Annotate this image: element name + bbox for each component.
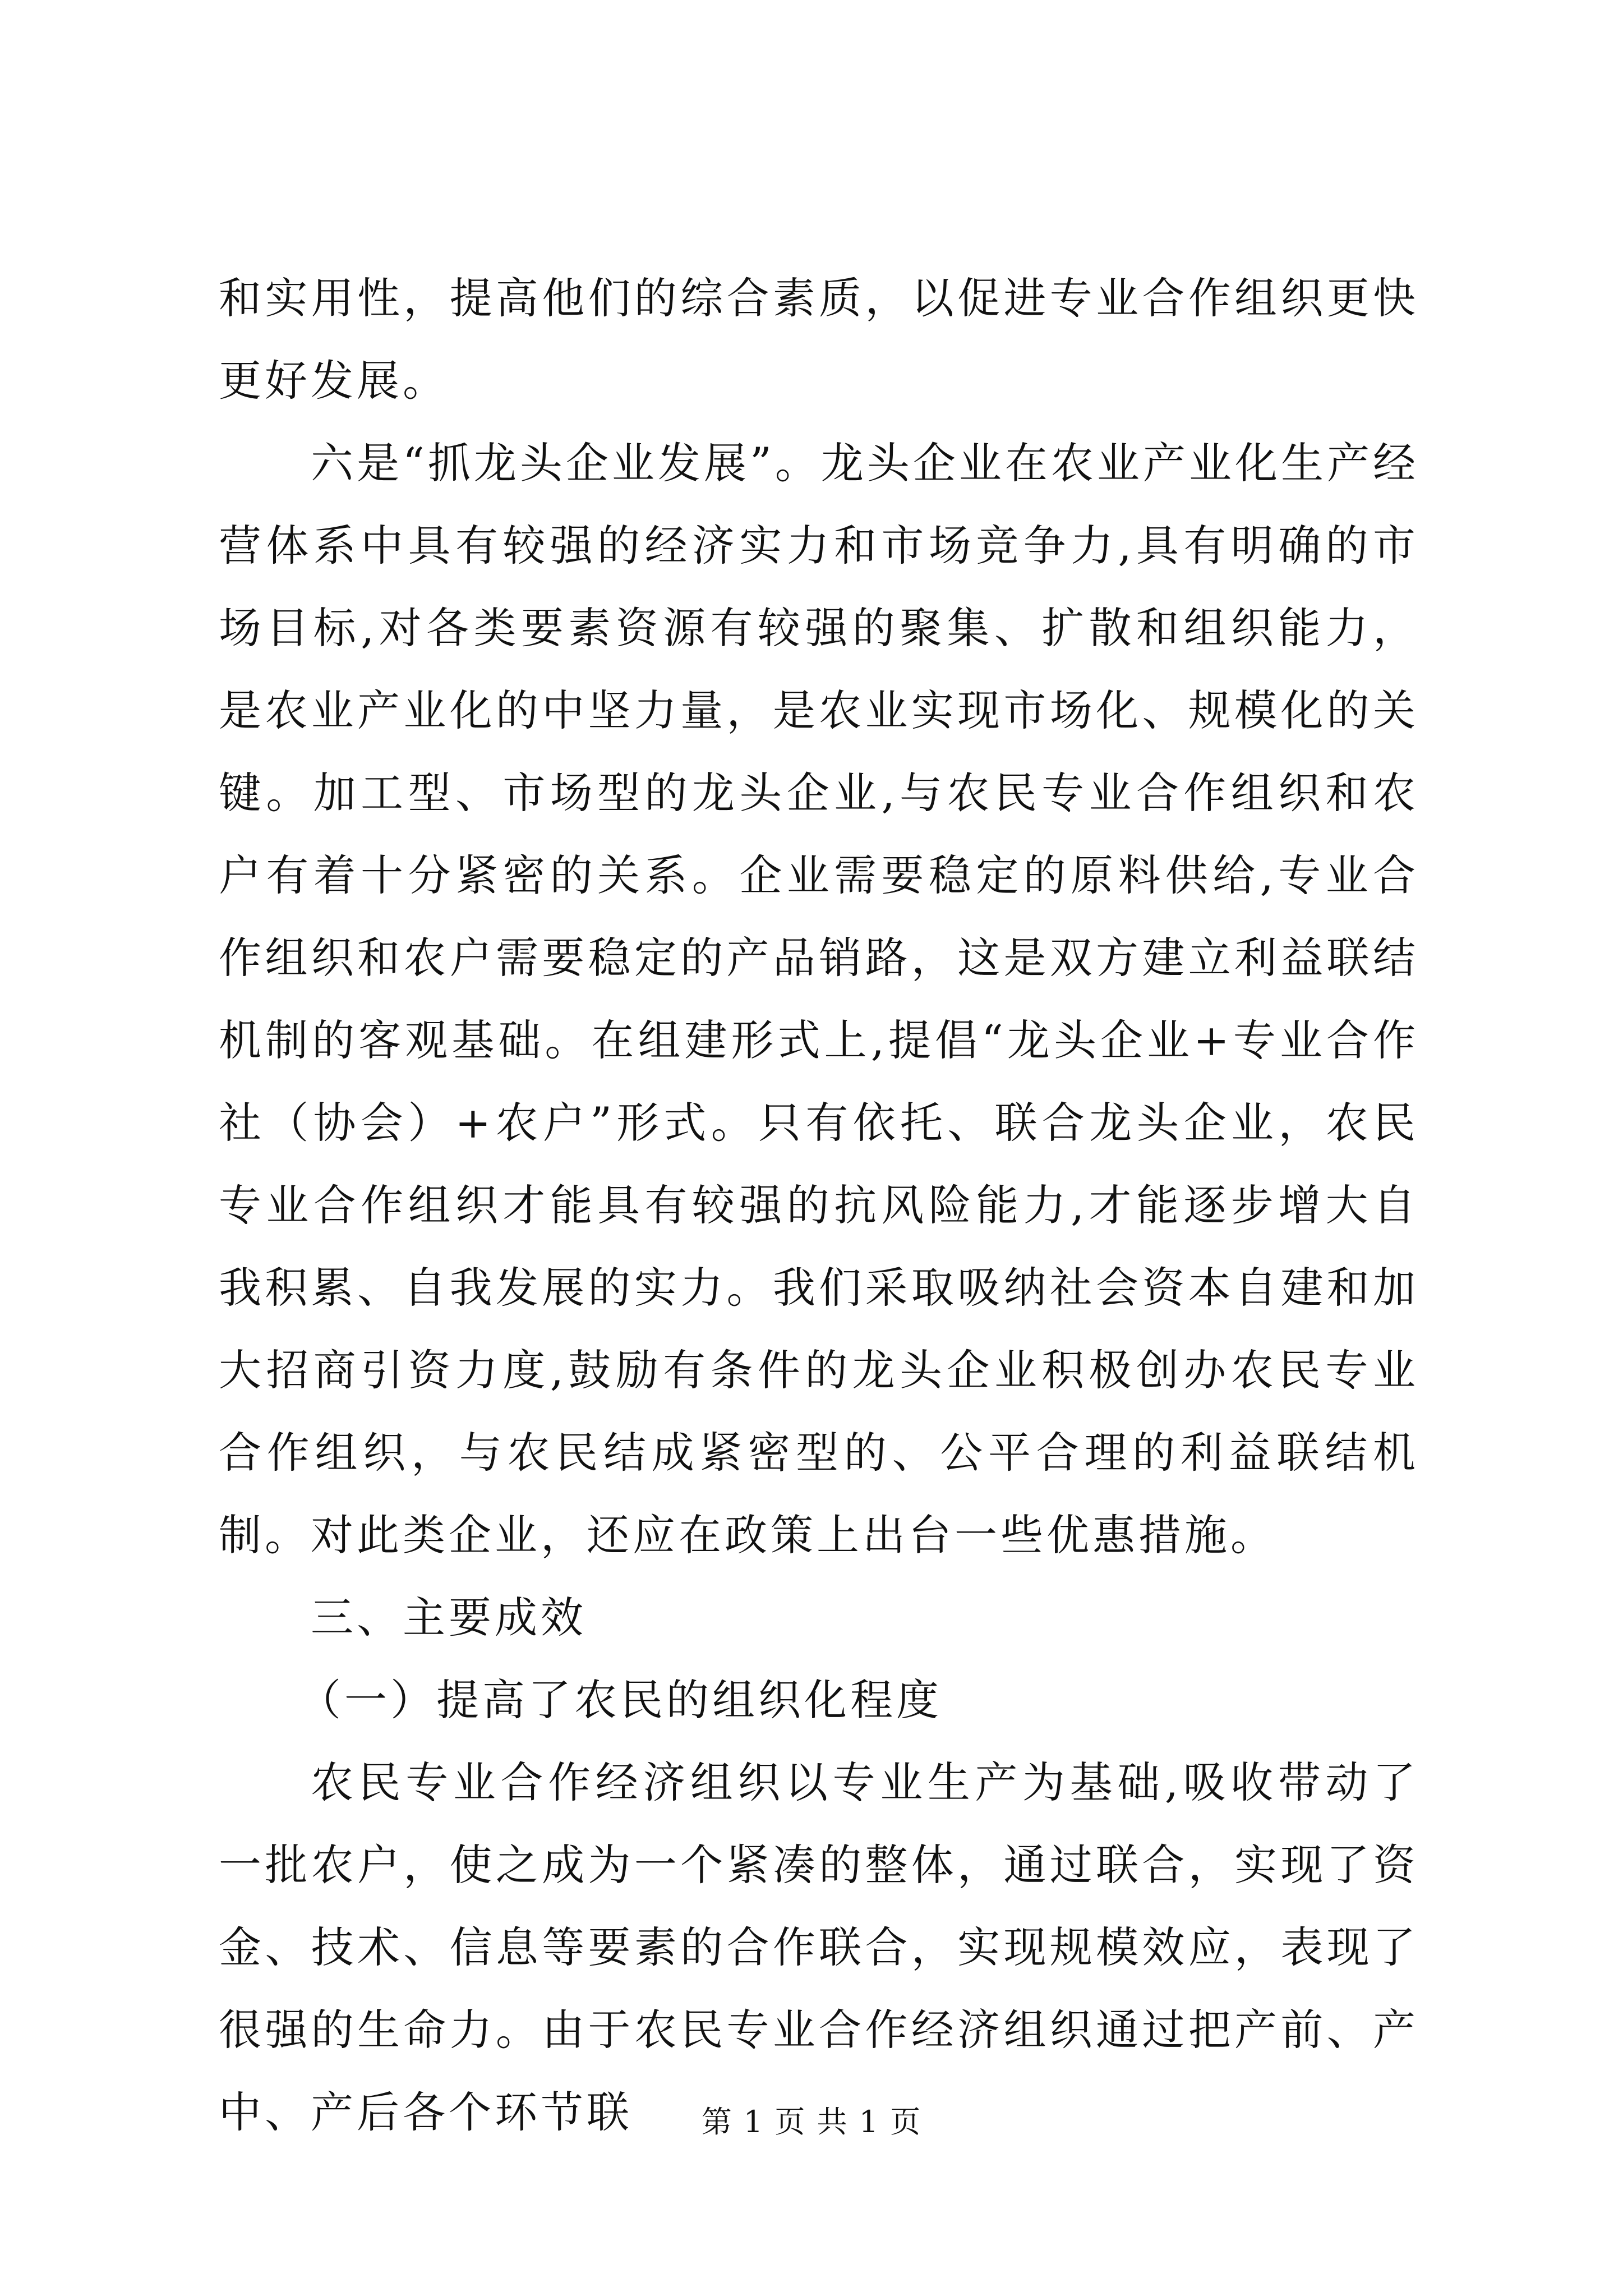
paragraph-dragon-head-enterprises: 六是“抓龙头企业发展”。龙头企业在农业产业化生产经营体系中具有较强的经济实力和市场竞争力,具有明确的市场目标,对各类要素资源有较强的聚集、扩散和组织能力，是农业产业化的中坚力量，是农业实现市场化、规模化的关键。加工型、市场型的龙头企业,与农民专业合作组织和农户有着十分紧密的关系。企业需要稳定的原料供给,专业合作组织和农户需要稳定的产品销路，这是双方建立利益联结机制的客观基础。在组建形式上,提倡“龙头企业+专业合作社（协会）+农户”形式。只有依托、联合龙头企业，农民专业合作组织才能具有较强的抗风险能力,才能逐步增大自我积累、自我发展的实力。我们采取吸纳社会资本自建和加大招商引资力度,鼓励有条件的龙头企业积极创办农民专业合作组织，与农民结成紧密型的、公平合理的利益联结机制。对此类企业，还应在政策上出台一些优惠措施。: [219, 438, 1419, 1560]
page-footer: 第 1 页 共 1 页: [701, 2104, 922, 2139]
paragraph-continuation: 和实用性，提高他们的综合素质，以促进专业合作组织更快更好发展。: [219, 273, 1419, 406]
document-body: [219, 257, 1419, 2154]
subsection-heading-organization: （一）提高了农民的组织化程度: [298, 1675, 942, 1725]
paragraph-cooperative-organizations: 农民专业合作经济组织以专业生产为基础,吸收带动了一批农户，使之成为一个紧凑的整体，通过联合，实现了资金、技术、信息等要素的合作联合，实现规模效应，表现了很强的生命力。由于农民专业合作经济组织通过把产前、产中、产后各个环节联: [219, 1757, 1419, 2137]
section-heading-main-results: 三、主要成效: [311, 1593, 587, 1642]
